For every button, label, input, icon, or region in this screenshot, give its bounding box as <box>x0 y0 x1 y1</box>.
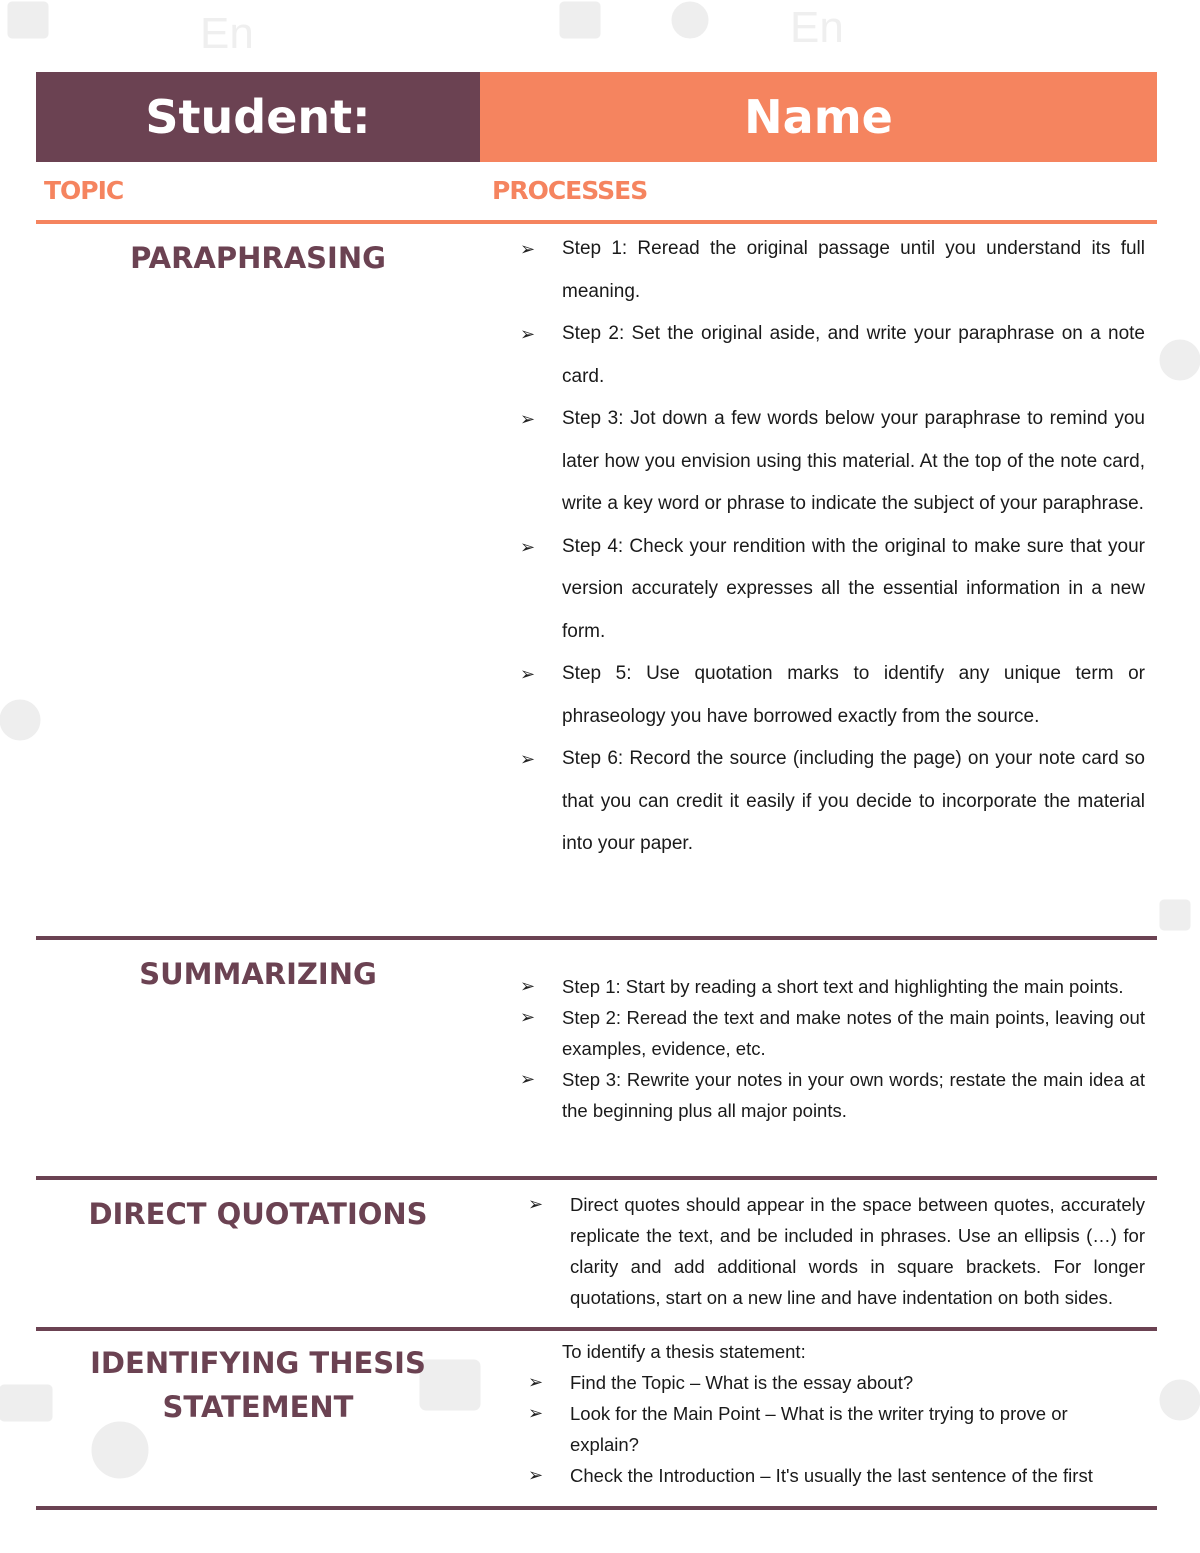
arrow-bullet-icon: ➢ <box>520 749 536 769</box>
steps-list <box>528 1367 1118 1491</box>
section-lead-text: To identify a thesis statement: <box>562 1341 806 1362</box>
steps-list <box>528 1189 1145 1313</box>
list-item: ➢ Step 3: Rewrite your notes in your own words; restate the main idea at the beginning plus all major points. <box>520 1064 1145 1126</box>
list-item: ➢ Step 3: Jot down a few words below your paraphrase to remind you later how you envision using this material. At the top of the note card, write a key word or phrase to indicate the subject of your paraphrase. <box>520 398 1145 526</box>
section-title-line-1: IDENTIFYING THESIS <box>90 1346 426 1380</box>
list-item: ➢ Direct quotes should appear in the space between quotes, accurately replicate the text, and be included in phrases. Use an ellipsis (…) for clarity and add additional words in square brackets. For longer quotations, start on a new line and have indentation on both sides. <box>528 1189 1145 1313</box>
list-item: ➢ Step 1: Start by reading a short text and highlighting the main points. <box>520 971 1145 1002</box>
list-item: ➢ Step 1: Reread the original passage until you understand its full meaning. <box>520 228 1145 313</box>
section-title: SUMMARIZING <box>139 957 377 991</box>
arrow-bullet-icon: ➢ <box>520 664 536 684</box>
section-summarizing <box>36 940 1157 1180</box>
list-item: ➢ Step 6: Record the source (including the page) on your note card so that you can credit it easily if you decide to incorporate the material into your paper. <box>520 738 1145 866</box>
steps-list <box>520 228 1145 866</box>
arrow-bullet-icon: ➢ <box>520 239 536 259</box>
list-item: ➢ Step 4: Check your rendition with the original to make sure that your version accurately expresses all the essential information in a new form. <box>520 526 1145 654</box>
svg-text:En: En <box>790 3 844 52</box>
arrow-bullet-icon: ➢ <box>520 324 536 344</box>
arrow-bullet-icon: ➢ <box>520 1007 536 1027</box>
section-paraphrasing <box>36 224 1157 940</box>
section-title: PARAPHRASING <box>130 241 386 275</box>
list-item: ➢ Find the Topic – What is the essay about? <box>528 1367 1118 1398</box>
svg-text:En: En <box>200 9 254 58</box>
worksheet <box>36 72 1157 1510</box>
processes-column-header: PROCESSES <box>492 176 648 205</box>
list-item: ➢ Look for the Main Point – What is the writer trying to prove or explain? <box>528 1398 1118 1460</box>
arrow-bullet-icon: ➢ <box>528 1465 544 1485</box>
section-identifying-thesis <box>36 1331 1157 1510</box>
student-name-field[interactable]: Name <box>480 72 1157 162</box>
list-item: ➢ Check the Introduction – It's usually the last sentence of the first <box>528 1460 1118 1491</box>
section-direct-quotations <box>36 1180 1157 1331</box>
header-bar <box>36 72 1157 162</box>
list-item: ➢ Step 2: Set the original aside, and write your paraphrase on a note card. <box>520 313 1145 398</box>
arrow-bullet-icon: ➢ <box>528 1403 544 1423</box>
column-headers <box>36 162 1157 224</box>
student-label: Student: <box>36 72 480 162</box>
arrow-bullet-icon: ➢ <box>520 976 536 996</box>
section-title-line-2: STATEMENT <box>162 1390 354 1424</box>
arrow-bullet-icon: ➢ <box>520 409 536 429</box>
topic-column-header: TOPIC <box>44 176 124 205</box>
steps-list <box>520 971 1145 1126</box>
arrow-bullet-icon: ➢ <box>528 1372 544 1392</box>
arrow-bullet-icon: ➢ <box>528 1194 544 1214</box>
list-item: ➢ Step 5: Use quotation marks to identify any unique term or phraseology you have borrowed exactly from the source. <box>520 653 1145 738</box>
list-item: ➢ Step 2: Reread the text and make notes of the main points, leaving out examples, evidence, etc. <box>520 1002 1145 1064</box>
arrow-bullet-icon: ➢ <box>520 536 536 557</box>
arrow-bullet-icon: ➢ <box>520 1069 536 1089</box>
section-title: DIRECT QUOTATIONS <box>88 1197 428 1231</box>
